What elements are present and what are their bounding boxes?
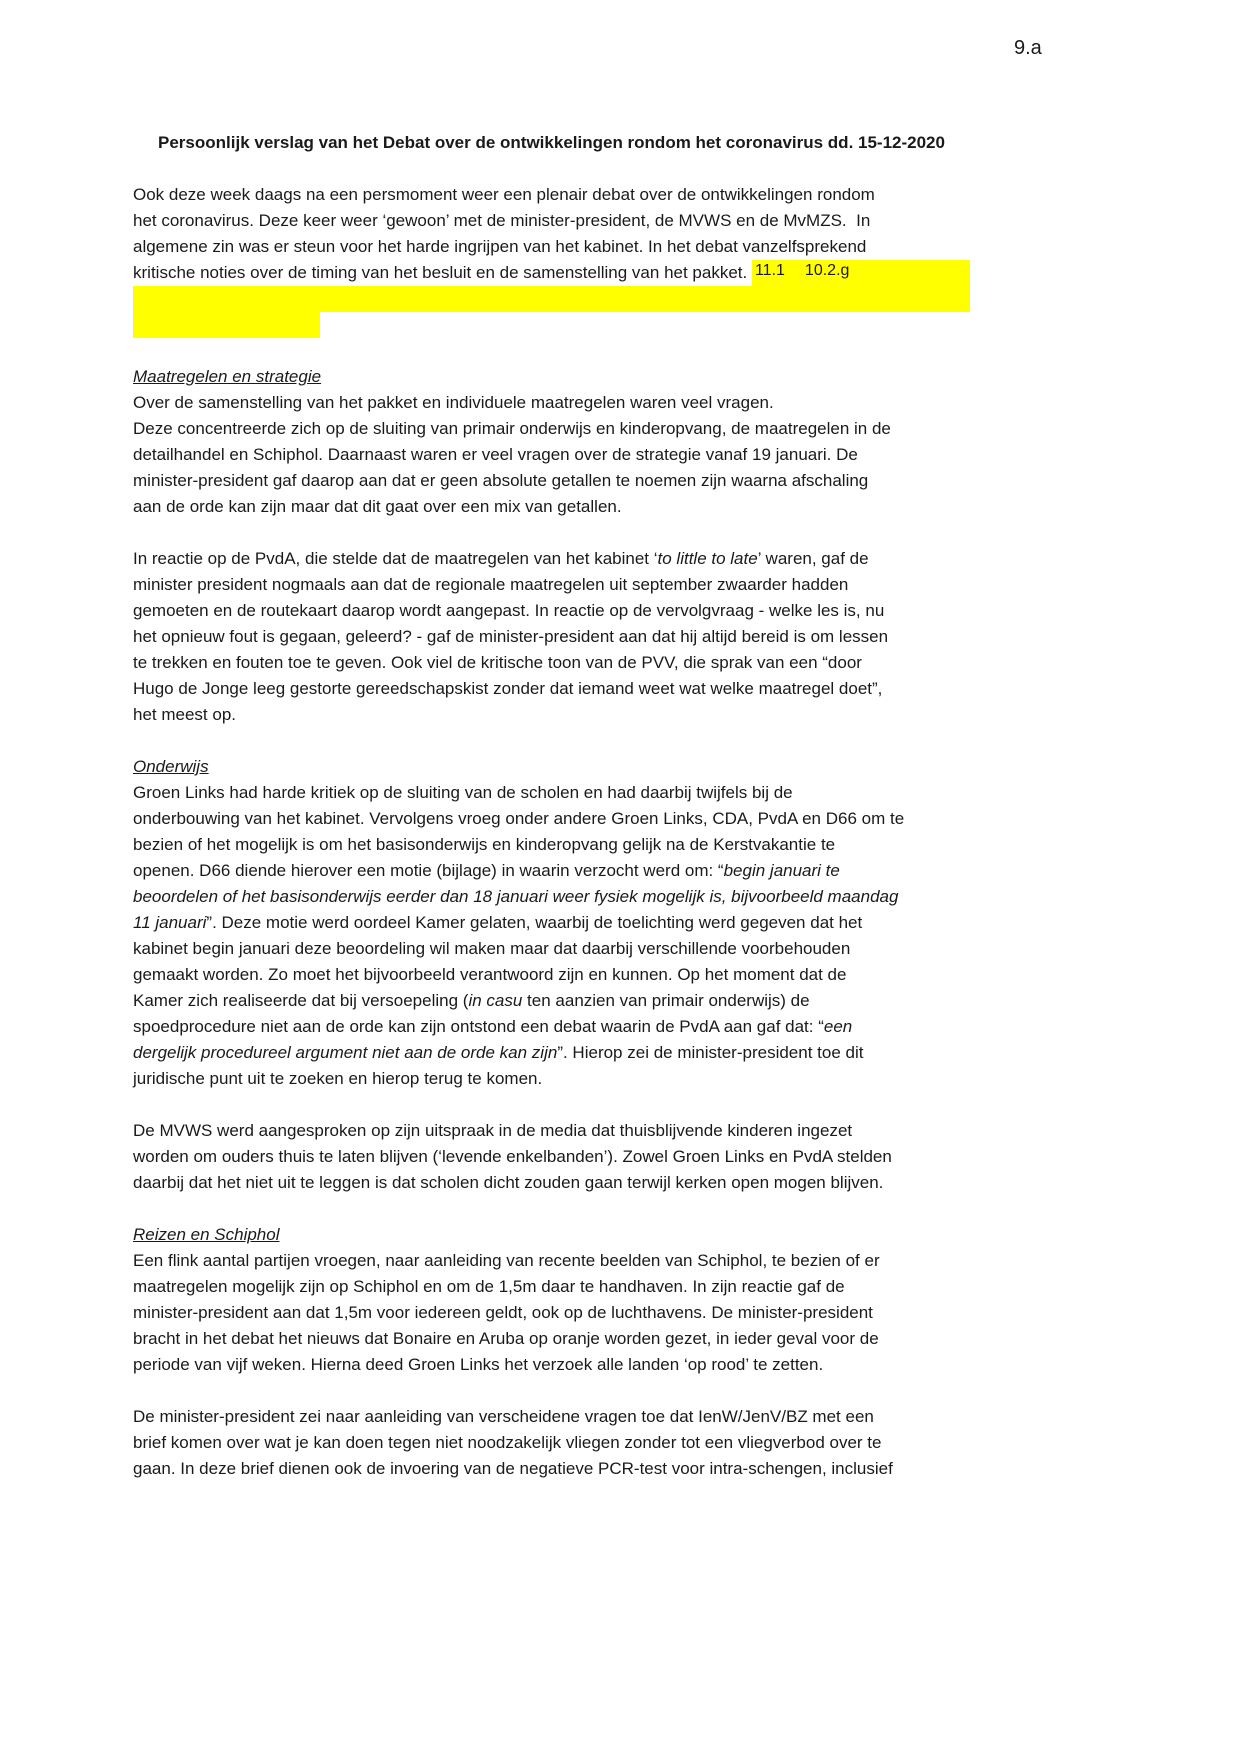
text-run: ”. Hierop zei de minister-president toe dit [557, 1043, 864, 1062]
text-line [133, 1170, 970, 1196]
text-run: De MVWS werd aangesproken op zijn uitspraak in de media dat thuisblijvende kinderen ingezet [133, 1121, 853, 1140]
text-run: minister-president aan dat 1,5m voor iedereen geldt, ook op de luchthavens. De minister-president [133, 1303, 873, 1322]
redaction-highlight [133, 286, 970, 312]
text-run: daarbij dat het niet uit te leggen is dat scholen dicht zouden gaan terwijl kerken open mogen blijven. [133, 1173, 884, 1192]
text-line [133, 962, 970, 988]
document-title: Persoonlijk verslag van het Debat over de ontwikkelingen rondom het coronavirus dd. 15-12-2020 [158, 133, 945, 152]
text-line [133, 598, 970, 624]
text-line [133, 858, 970, 884]
text-line [133, 1404, 970, 1430]
paragraph [133, 1248, 970, 1378]
text-run: begin januari te [723, 861, 840, 880]
text-line [133, 260, 970, 286]
text-run: het meest op. [133, 705, 237, 724]
text-line [133, 780, 970, 806]
text-line [133, 624, 970, 650]
text-line [133, 936, 970, 962]
text-line [133, 1456, 970, 1482]
text-run: te trekken en fouten toe te geven. Ook viel de kritische toon van de PVV, die sprak van een “door [133, 653, 862, 672]
text-run: bezien of het mogelijk is om het basisonderwijs en kinderopvang gelijk na de Kerstvakantie te [133, 835, 836, 854]
text-run: een [823, 1017, 853, 1036]
text-run: gemaakt worden. Zo moet het bijvoorbeeld verantwoord zijn en kunnen. Op het moment dat de [133, 965, 847, 984]
text-run: het coronavirus. Deze keer weer ‘gewoon’ met de minister-president, de MVWS en de MvMZS. In [133, 211, 871, 230]
text-run: Een flink aantal partijen vroegen, naar aanleiding van recente beelden van Schiphol, te bezien of er [133, 1251, 880, 1270]
text-run: worden om ouders thuis te laten blijven (‘levende enkelbanden’). Zowel Groen Links en PvdA stelden [133, 1147, 892, 1166]
text-line [133, 832, 970, 858]
text-run: dergelijk procedureel argument niet aan de orde kan zijn [133, 1043, 558, 1062]
text-line [133, 1118, 970, 1144]
text-run: in casu [468, 991, 523, 1010]
text-run: juridische punt uit te zoeken en hierop terug te komen. [133, 1069, 543, 1088]
text-run: detailhandel en Schiphol. Daarnaast waren er veel vragen over de strategie vanaf 19 januari. De [133, 445, 858, 464]
text-line [133, 1430, 970, 1456]
paragraph [133, 1404, 970, 1482]
redaction-ground-label: 10.2.g [804, 262, 850, 279]
text-run: Kamer zich realiseerde dat bij versoepeling ( [133, 991, 469, 1010]
section-heading: Maatregelen en strategie [133, 367, 322, 386]
text-line [133, 676, 970, 702]
text-line [133, 312, 970, 338]
text-run: ten aanzien van primair onderwijs) de [522, 991, 810, 1010]
text-run: Hugo de Jonge leeg gestorte gereedschapskist zonder dat iemand weet wat welke maatregel doet”, [133, 679, 883, 698]
text-run: gaan. In deze brief dienen ook de invoering van de negatieve PCR-test voor intra-schengen, inclusief [133, 1459, 893, 1478]
text-run: aan de orde kan zijn maar dat dit gaat over een mix van getallen. [133, 497, 622, 516]
text-run: minister-president gaf daarop aan dat er geen absolute getallen te noemen zijn waarna afschaling [133, 471, 869, 490]
text-run: minister president nogmaals aan dat de regionale maatregelen uit september zwaarder hadden [133, 575, 849, 594]
text-run: to little to late [657, 549, 758, 568]
text-run: bracht in het debat het nieuws dat Bonaire en Aruba op oranje worden gezet, in ieder geval voor de [133, 1329, 879, 1348]
text-line [133, 494, 970, 520]
text-run: brief komen over wat je kan doen tegen niet noodzakelijk vliegen zonder tot een vliegverbod over te [133, 1433, 882, 1452]
text-line [133, 468, 970, 494]
text-run: Ook deze week daags na een persmoment weer een plenair debat over de ontwikkelingen rondom [133, 185, 875, 204]
text-run: kritische noties over de timing van het besluit en de samenstelling van het pakket. [133, 263, 752, 282]
text-run: periode van vijf weken. Hierna deed Groen Links het verzoek alle landen ‘op rood’ te zetten. [133, 1355, 824, 1374]
redaction-ground-label: 11.1 [754, 262, 785, 279]
paragraph [133, 390, 970, 520]
text-run: openen. D66 diende hierover een motie (bijlage) in waarin verzocht werd om: “ [133, 861, 724, 880]
section-heading: Onderwijs [133, 757, 209, 776]
text-run: onderbouwing van het kabinet. Vervolgens vroeg onder andere Groen Links, CDA, PvdA en D66 om te [133, 809, 905, 828]
text-run: beoordelen of het basisonderwijs eerder dan 18 januari weer fysiek mogelijk is, bijvoorbeeld maandag [133, 887, 899, 906]
paragraph [133, 1118, 970, 1196]
text-run: 11 januari [133, 913, 207, 932]
section-heading: Reizen en Schiphol [133, 1225, 280, 1244]
text-line [133, 234, 970, 260]
redaction-highlight [752, 260, 970, 286]
text-line [133, 182, 970, 208]
text-line [133, 910, 970, 936]
text-line [133, 546, 970, 572]
paragraph [133, 546, 970, 728]
text-line [133, 1300, 970, 1326]
text-line [133, 1248, 970, 1274]
redaction-highlight [133, 312, 320, 338]
text-run: Over de samenstelling van het pakket en individuele maatregelen waren veel vragen. [133, 393, 774, 412]
text-line [133, 390, 970, 416]
text-line [133, 1040, 970, 1066]
page-number: 9.a [1014, 37, 1042, 59]
paragraph [133, 182, 970, 338]
text-run: Groen Links had harde kritiek op de sluiting van de scholen en had daarbij twijfels bij de [133, 783, 793, 802]
text-line [133, 650, 970, 676]
text-run: De minister-president zei naar aanleiding van verscheidene vragen toe dat IenW/JenV/BZ met een [133, 1407, 874, 1426]
text-line [133, 884, 970, 910]
text-line [133, 806, 970, 832]
text-line [133, 1066, 970, 1092]
text-run: ’ waren, gaf de [757, 549, 869, 568]
text-run: maatregelen mogelijk zijn op Schiphol en om de 1,5m daar te handhaven. In zijn reactie gaf de [133, 1277, 845, 1296]
text-line [133, 1144, 970, 1170]
text-line [133, 702, 970, 728]
text-run: In reactie op de PvdA, die stelde dat de maatregelen van het kabinet ‘ [133, 549, 658, 568]
text-line [133, 1326, 970, 1352]
text-run: spoedprocedure niet aan de orde kan zijn ontstond een debat waarin de PvdA aan gaf dat: “ [133, 1017, 824, 1036]
text-line [133, 988, 970, 1014]
text-line [133, 1014, 970, 1040]
text-run: ”. Deze motie werd oordeel Kamer gelaten, waarbij de toelichting werd gegeven dat het [206, 913, 863, 932]
document-body [133, 182, 970, 1482]
text-line [133, 1274, 970, 1300]
text-run: algemene zin was er steun voor het harde ingrijpen van het kabinet. In het debat vanzelfsprekend [133, 237, 867, 256]
text-line [133, 442, 970, 468]
paragraph [133, 780, 970, 1092]
text-run: het opnieuw fout is gegaan, geleerd? - gaf de minister-president aan dat hij altijd bereid is om lessen [133, 627, 889, 646]
text-run: gemoeten en de routekaart daarop wordt aangepast. In reactie op de vervolgvraag - welke les is, nu [133, 601, 885, 620]
text-line [133, 572, 970, 598]
text-line [133, 416, 970, 442]
text-run: kabinet begin januari deze beoordeling wil maken maar dat daarbij verschillende voorbehouden [133, 939, 851, 958]
text-line [133, 1352, 970, 1378]
text-line [133, 286, 970, 312]
text-line [133, 208, 970, 234]
text-run: Deze concentreerde zich op de sluiting van primair onderwijs en kinderopvang, de maatregelen in de [133, 419, 891, 438]
